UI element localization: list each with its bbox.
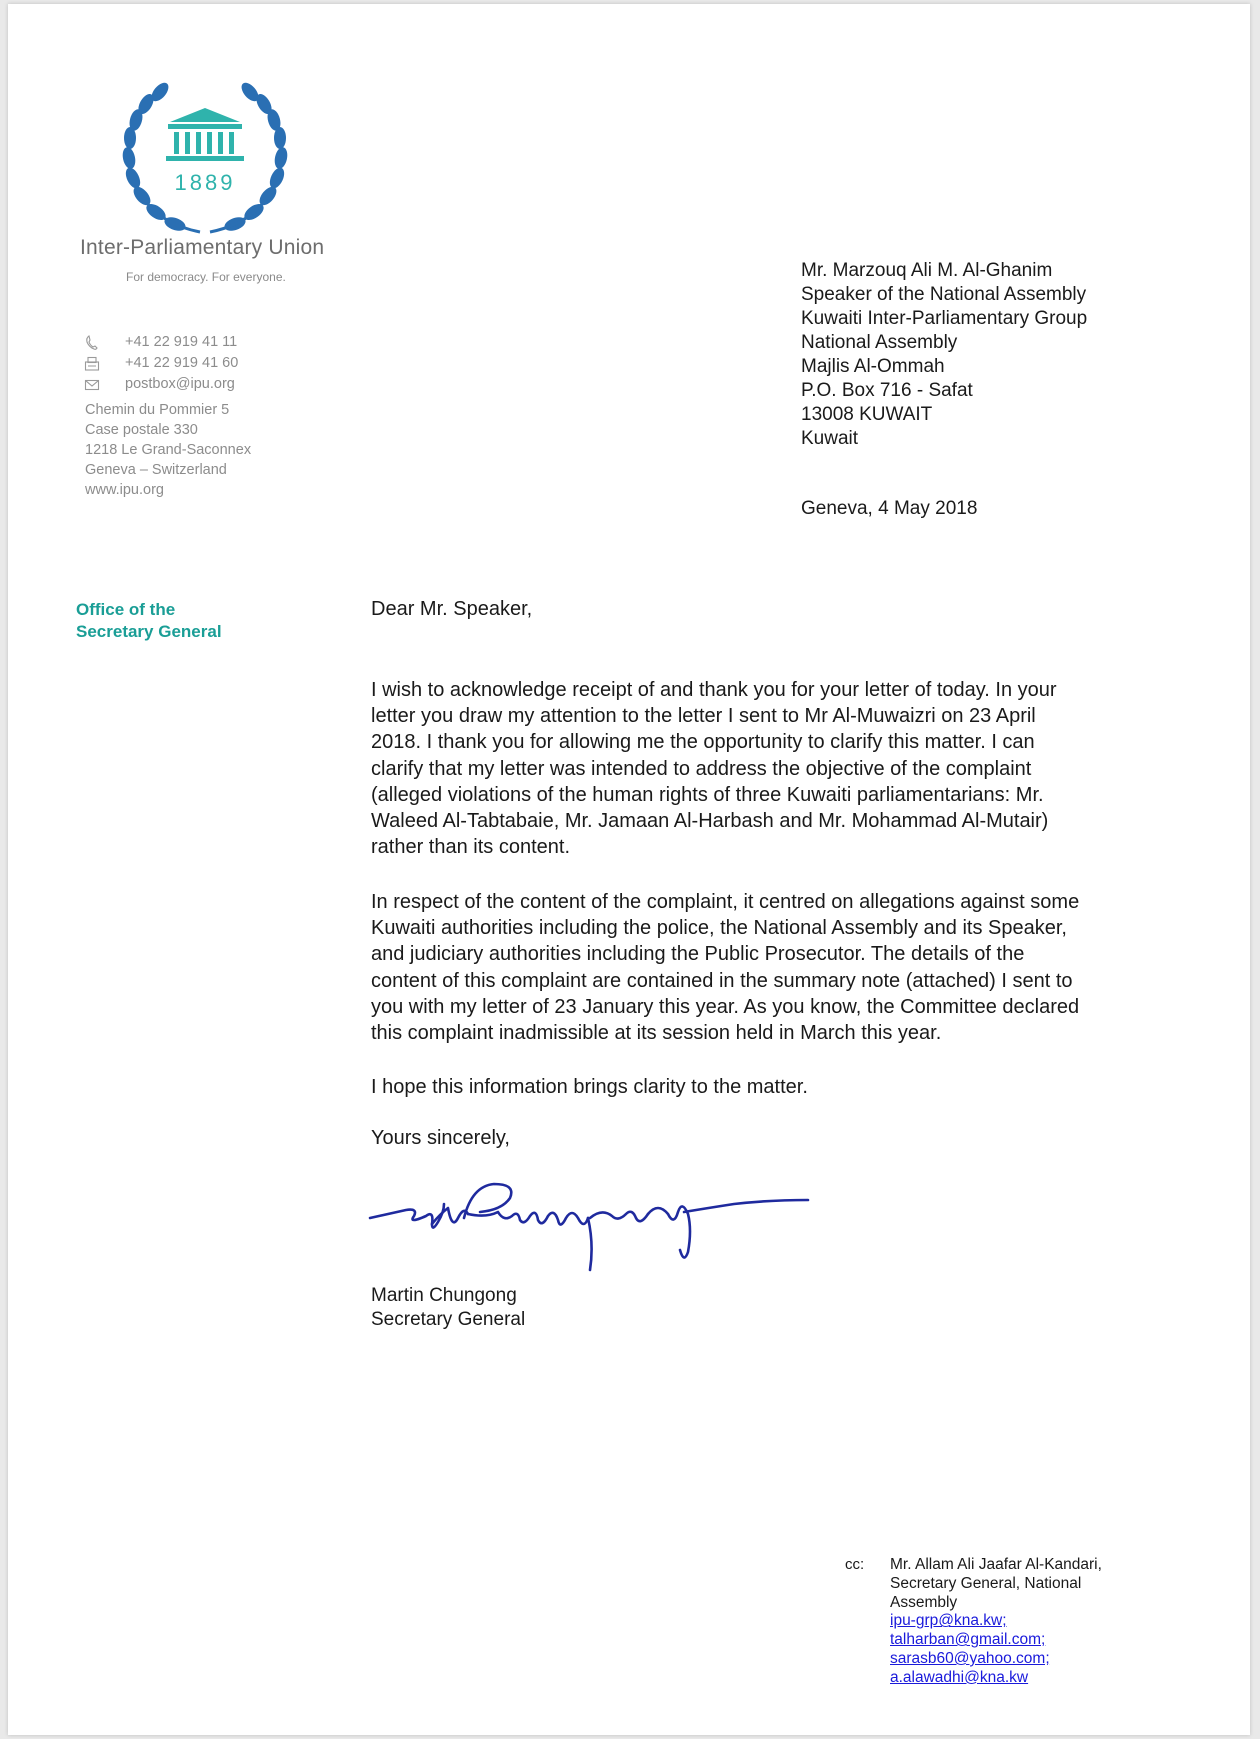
address-line: Chemin du Pommier 5: [85, 402, 230, 418]
body-line: clarify that my letter was intended to address the objective of the complaint: [371, 757, 1032, 780]
recipient-line: Kuwaiti Inter-Parliamentary Group: [801, 308, 1088, 329]
body-line: In respect of the content of the complaint, it centred on allegations against some: [371, 891, 1080, 913]
recipient-address: [801, 259, 1087, 451]
handwritten-signature: [368, 1174, 818, 1274]
cc-email-link[interactable]: ipu-grp@kna.kw;: [890, 1612, 1007, 1630]
body-line: Waleed Al-Tabtabaie, Mr. Jamaan Al-Harbash and Mr. Mohammad Al-Mutair): [371, 810, 1049, 833]
fax-number: +41 22 919 41 60: [125, 355, 239, 371]
org-name: Inter-Parliamentary Union: [80, 236, 325, 259]
letter-date: Geneva, 4 May 2018: [801, 498, 978, 519]
recipient-line: National Assembly: [801, 332, 958, 353]
body-line: (alleged violations of the human rights of three Kuwaiti parliamentarians: Mr.: [371, 783, 1044, 806]
cc-line: Assembly: [890, 1593, 958, 1611]
cc-email-link[interactable]: a.alawadhi@kna.kw: [890, 1668, 1029, 1686]
cc-line: Secretary General, National: [890, 1574, 1082, 1592]
address-line: 1218 Le Grand-Saconnex: [85, 442, 252, 458]
fax-icon: [84, 356, 100, 372]
signatory-title: Secretary General: [371, 1309, 526, 1330]
cc-label: cc:: [845, 1556, 865, 1573]
signatory: [371, 1284, 525, 1332]
logo-year: 1889: [174, 170, 236, 195]
body-line: I wish to acknowledge receipt of and thank you for your letter of today. In your: [371, 679, 1057, 701]
body-line: and judiciary authorities including the Public Prosecutor. The details of the: [371, 943, 1025, 966]
recipient-line: Majlis Al-Ommah: [801, 356, 945, 377]
cc-recipients: [890, 1556, 1150, 1688]
body-line: 2018. I thank you for allowing me the opportunity to clarify this matter. I can: [371, 731, 1035, 754]
body-paragraph-1: [371, 677, 1181, 860]
postal-address: [85, 400, 251, 500]
body-line: Kuwaiti authorities including the police, the National Assembly and its Speaker,: [371, 917, 1067, 940]
recipient-line: 13008 KUWAIT: [801, 404, 933, 425]
office-line: Secretary General: [76, 622, 222, 641]
body-line: content of this complaint are contained in the summary note (attached) I sent to: [371, 969, 1073, 992]
body-line: rather than its content.: [371, 836, 571, 859]
recipient-line: Mr. Marzouq Ali M. Al-Ghanim: [801, 260, 1053, 281]
body-paragraph-3: I hope this information brings clarity to the matter.: [371, 1076, 808, 1098]
address-line: Geneva – Switzerland: [85, 462, 227, 478]
phone-number: +41 22 919 41 11: [125, 334, 238, 350]
recipient-line: Speaker of the National Assembly: [801, 284, 1087, 305]
address-line: Case postale 330: [85, 422, 198, 438]
body-line: letter you draw my attention to the letter I sent to Mr Al-Muwaizri on 23 April: [371, 705, 1036, 728]
website[interactable]: www.ipu.org: [85, 482, 164, 498]
office-line: Office of the: [76, 600, 176, 619]
cc-line: Mr. Allam Ali Jaafar Al-Kandari,: [890, 1556, 1102, 1573]
email-address[interactable]: postbox@ipu.org: [125, 376, 235, 392]
letter-page: [8, 4, 1250, 1735]
envelope-icon: [84, 377, 100, 393]
ipu-wreath-logo: [120, 74, 290, 244]
body-paragraph-2: [371, 889, 1181, 1046]
body-line: this complaint inadmissible at its session held in March this year.: [371, 1022, 942, 1045]
body-line: you with my letter of 23 January this year. As you know, the Committee declared: [371, 995, 1080, 1018]
recipient-line: Kuwait: [801, 428, 859, 449]
signatory-name: Martin Chungong: [371, 1285, 517, 1306]
cc-email-link[interactable]: sarasb60@yahoo.com;: [890, 1649, 1050, 1667]
cc-email-link[interactable]: talharban@gmail.com;: [890, 1631, 1046, 1649]
office-heading: [76, 599, 222, 643]
closing: Yours sincerely,: [371, 1127, 510, 1149]
salutation: Dear Mr. Speaker,: [371, 598, 533, 620]
org-tagline: For democracy. For everyone.: [126, 270, 286, 284]
phone-icon: [84, 335, 100, 351]
recipient-line: P.O. Box 716 - Safat: [801, 380, 973, 401]
